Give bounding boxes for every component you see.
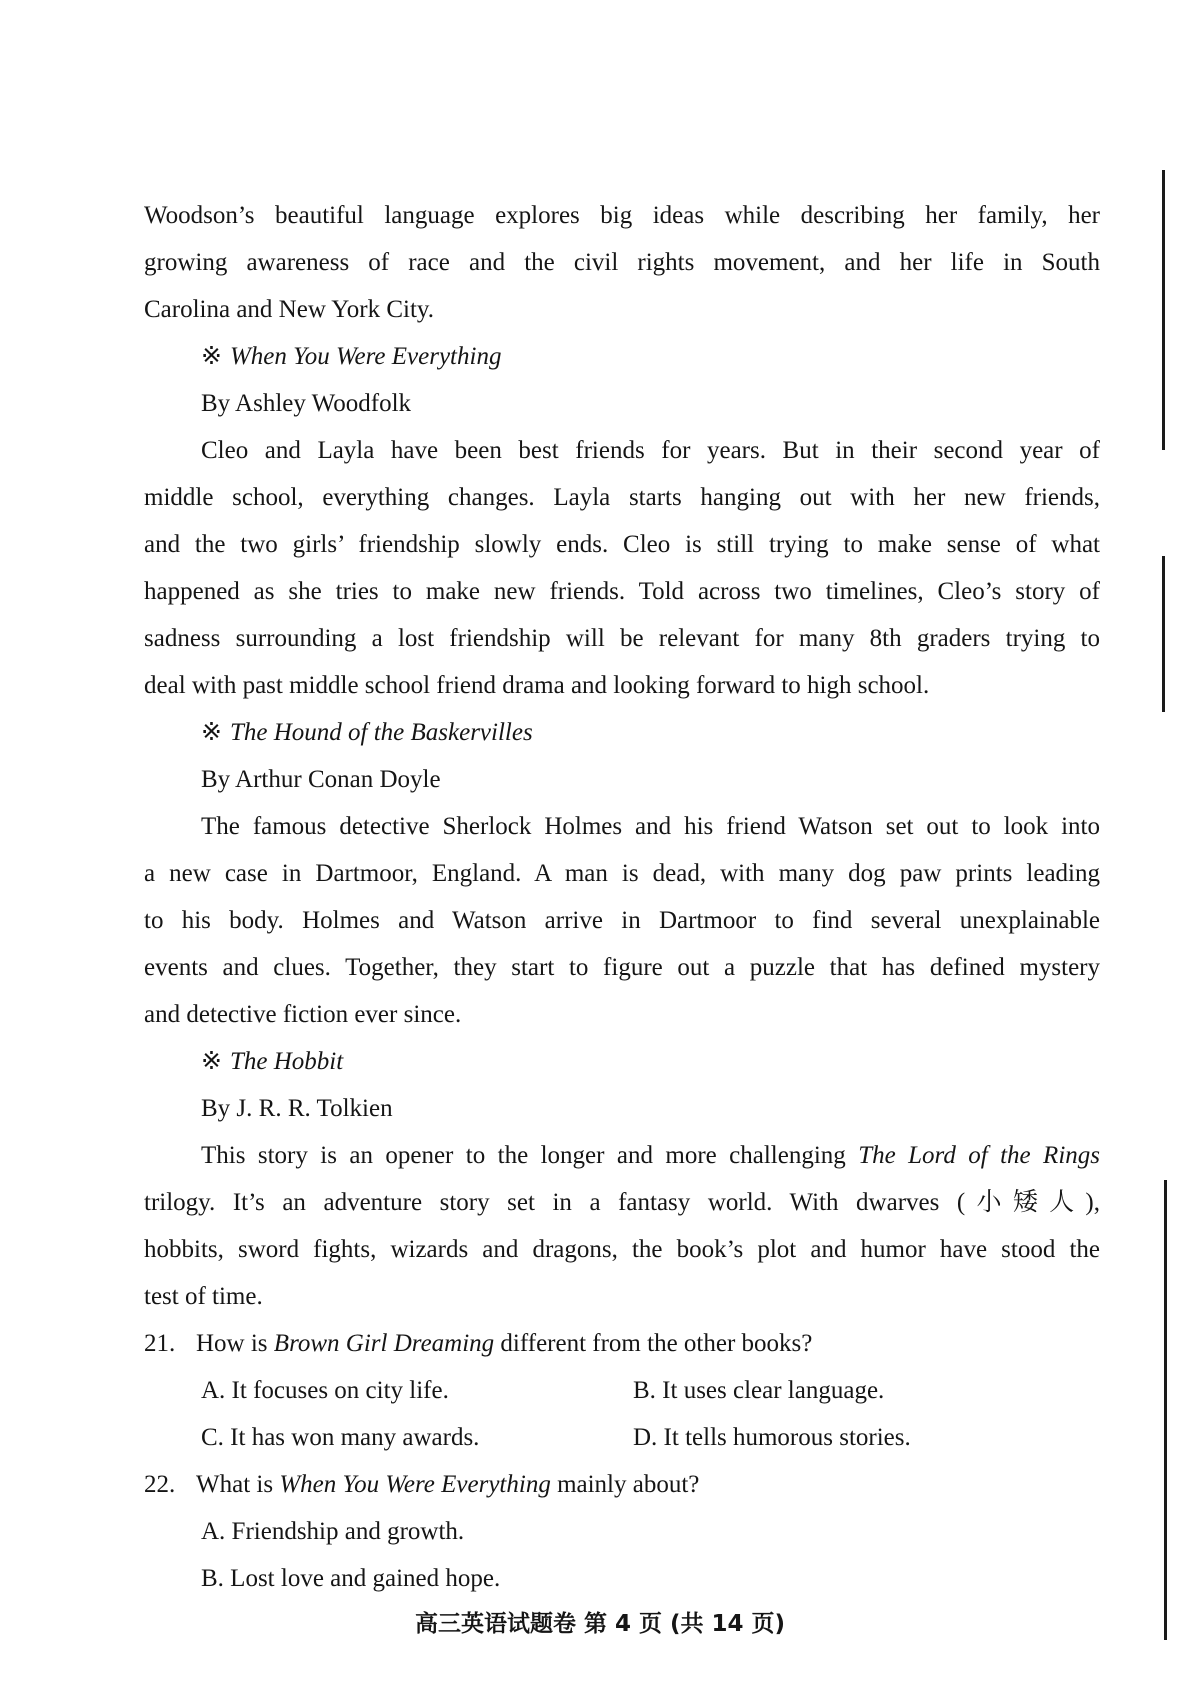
- text-line: Cleo and Layla have been best friends for years. But in their second year of: [201, 437, 1100, 464]
- book-entry-the-hobbit: [144, 1038, 1100, 1320]
- question-number: 22.: [144, 1471, 176, 1498]
- text-line: test of time.: [144, 1283, 263, 1310]
- text-line: growing awareness of race and the civil rights movement, and her life in South: [144, 249, 1100, 276]
- text-line: and detective fiction ever since.: [144, 1001, 462, 1028]
- reference-mark-icon: ※: [201, 719, 222, 746]
- text-line: Woodson’s beautiful language explores big ideas while describing her family, her: [144, 202, 1100, 229]
- text-line: This story is an opener to the longer and more challenging The Lord of the Rings: [201, 1142, 1101, 1169]
- option-row: [144, 1414, 1100, 1461]
- scan-edge-line-middle: [1162, 556, 1165, 712]
- text-line: Carolina and New York City.: [144, 296, 435, 323]
- passage-intro: [144, 192, 1100, 333]
- scan-edge-line-top: [1162, 170, 1165, 450]
- text-line: middle school, everything changes. Layla starts hanging out with her new friends,: [144, 484, 1100, 511]
- option-row: [144, 1367, 1100, 1414]
- book-title-inline: The Lord of the Rings: [858, 1142, 1101, 1169]
- question-21: [144, 1320, 1100, 1461]
- text-line: happened as she tries to make new friends. Told across two timelines, Cleo’s story of: [144, 578, 1100, 605]
- book-author: By Ashley Woodfolk: [201, 390, 412, 417]
- option-a[interactable]: A. Friendship and growth.: [201, 1518, 465, 1545]
- book-author: By J. R. R. Tolkien: [201, 1095, 393, 1122]
- reference-mark-icon: ※: [201, 1048, 222, 1075]
- scan-edge-line-bottom: [1164, 1180, 1167, 1640]
- text-line: and the two girls’ friendship slowly ends. Cleo is still trying to make sense of what: [144, 531, 1100, 558]
- question-22: [144, 1461, 1100, 1602]
- book-entry-hound-of-the-baskervilles: [144, 709, 1100, 1038]
- book-title: ※ When You Were Everything: [201, 343, 502, 370]
- option-a[interactable]: A. It focuses on city life.: [201, 1377, 449, 1404]
- text-line: a new case in Dartmoor, England. A man is dead, with many dog paw prints leading: [144, 860, 1100, 887]
- book-author: By Arthur Conan Doyle: [201, 766, 441, 793]
- book-entry-when-you-were-everything: [144, 333, 1100, 709]
- option-b[interactable]: B. Lost love and gained hope.: [201, 1565, 501, 1592]
- text-line: events and clues. Together, they start to figure out a puzzle that has defined mystery: [144, 954, 1100, 981]
- option-row: [144, 1555, 1100, 1602]
- option-row: [144, 1508, 1100, 1555]
- book-title: ※ The Hobbit: [201, 1048, 344, 1075]
- text-line: The famous detective Sherlock Holmes and his friend Watson set out to look into: [201, 813, 1100, 840]
- text-line: to his body. Holmes and Watson arrive in Dartmoor to find several unexplainable: [144, 907, 1100, 934]
- question-stem: 22. What is When You Were Everything mainly about?: [144, 1461, 1100, 1508]
- book-title: ※ The Hound of the Baskervilles: [201, 719, 533, 746]
- option-b[interactable]: B. It uses clear language.: [633, 1377, 885, 1404]
- passage-and-questions: [144, 192, 1100, 1602]
- option-c[interactable]: C. It has won many awards.: [201, 1424, 480, 1451]
- question-stem: 21. How is Brown Girl Dreaming different from the other books?: [144, 1320, 1100, 1367]
- text-line: hobbits, sword fights, wizards and dragons, the book’s plot and humor have stood the: [144, 1236, 1100, 1263]
- text-line: sadness surrounding a lost friendship will be relevant for many 8th graders trying to: [144, 625, 1100, 652]
- question-number: 21.: [144, 1330, 176, 1357]
- text-line: deal with past middle school friend drama and looking forward to high school.: [144, 672, 930, 699]
- reference-mark-icon: ※: [201, 343, 222, 370]
- option-d[interactable]: D. It tells humorous stories.: [633, 1424, 911, 1451]
- page-footer: 高三英语试题卷 第 4 页 (共 14 页): [414, 1611, 786, 1637]
- text-line: trilogy. It’s an adventure story set in a fantasy world. With dwarves (小矮人),: [144, 1189, 1100, 1216]
